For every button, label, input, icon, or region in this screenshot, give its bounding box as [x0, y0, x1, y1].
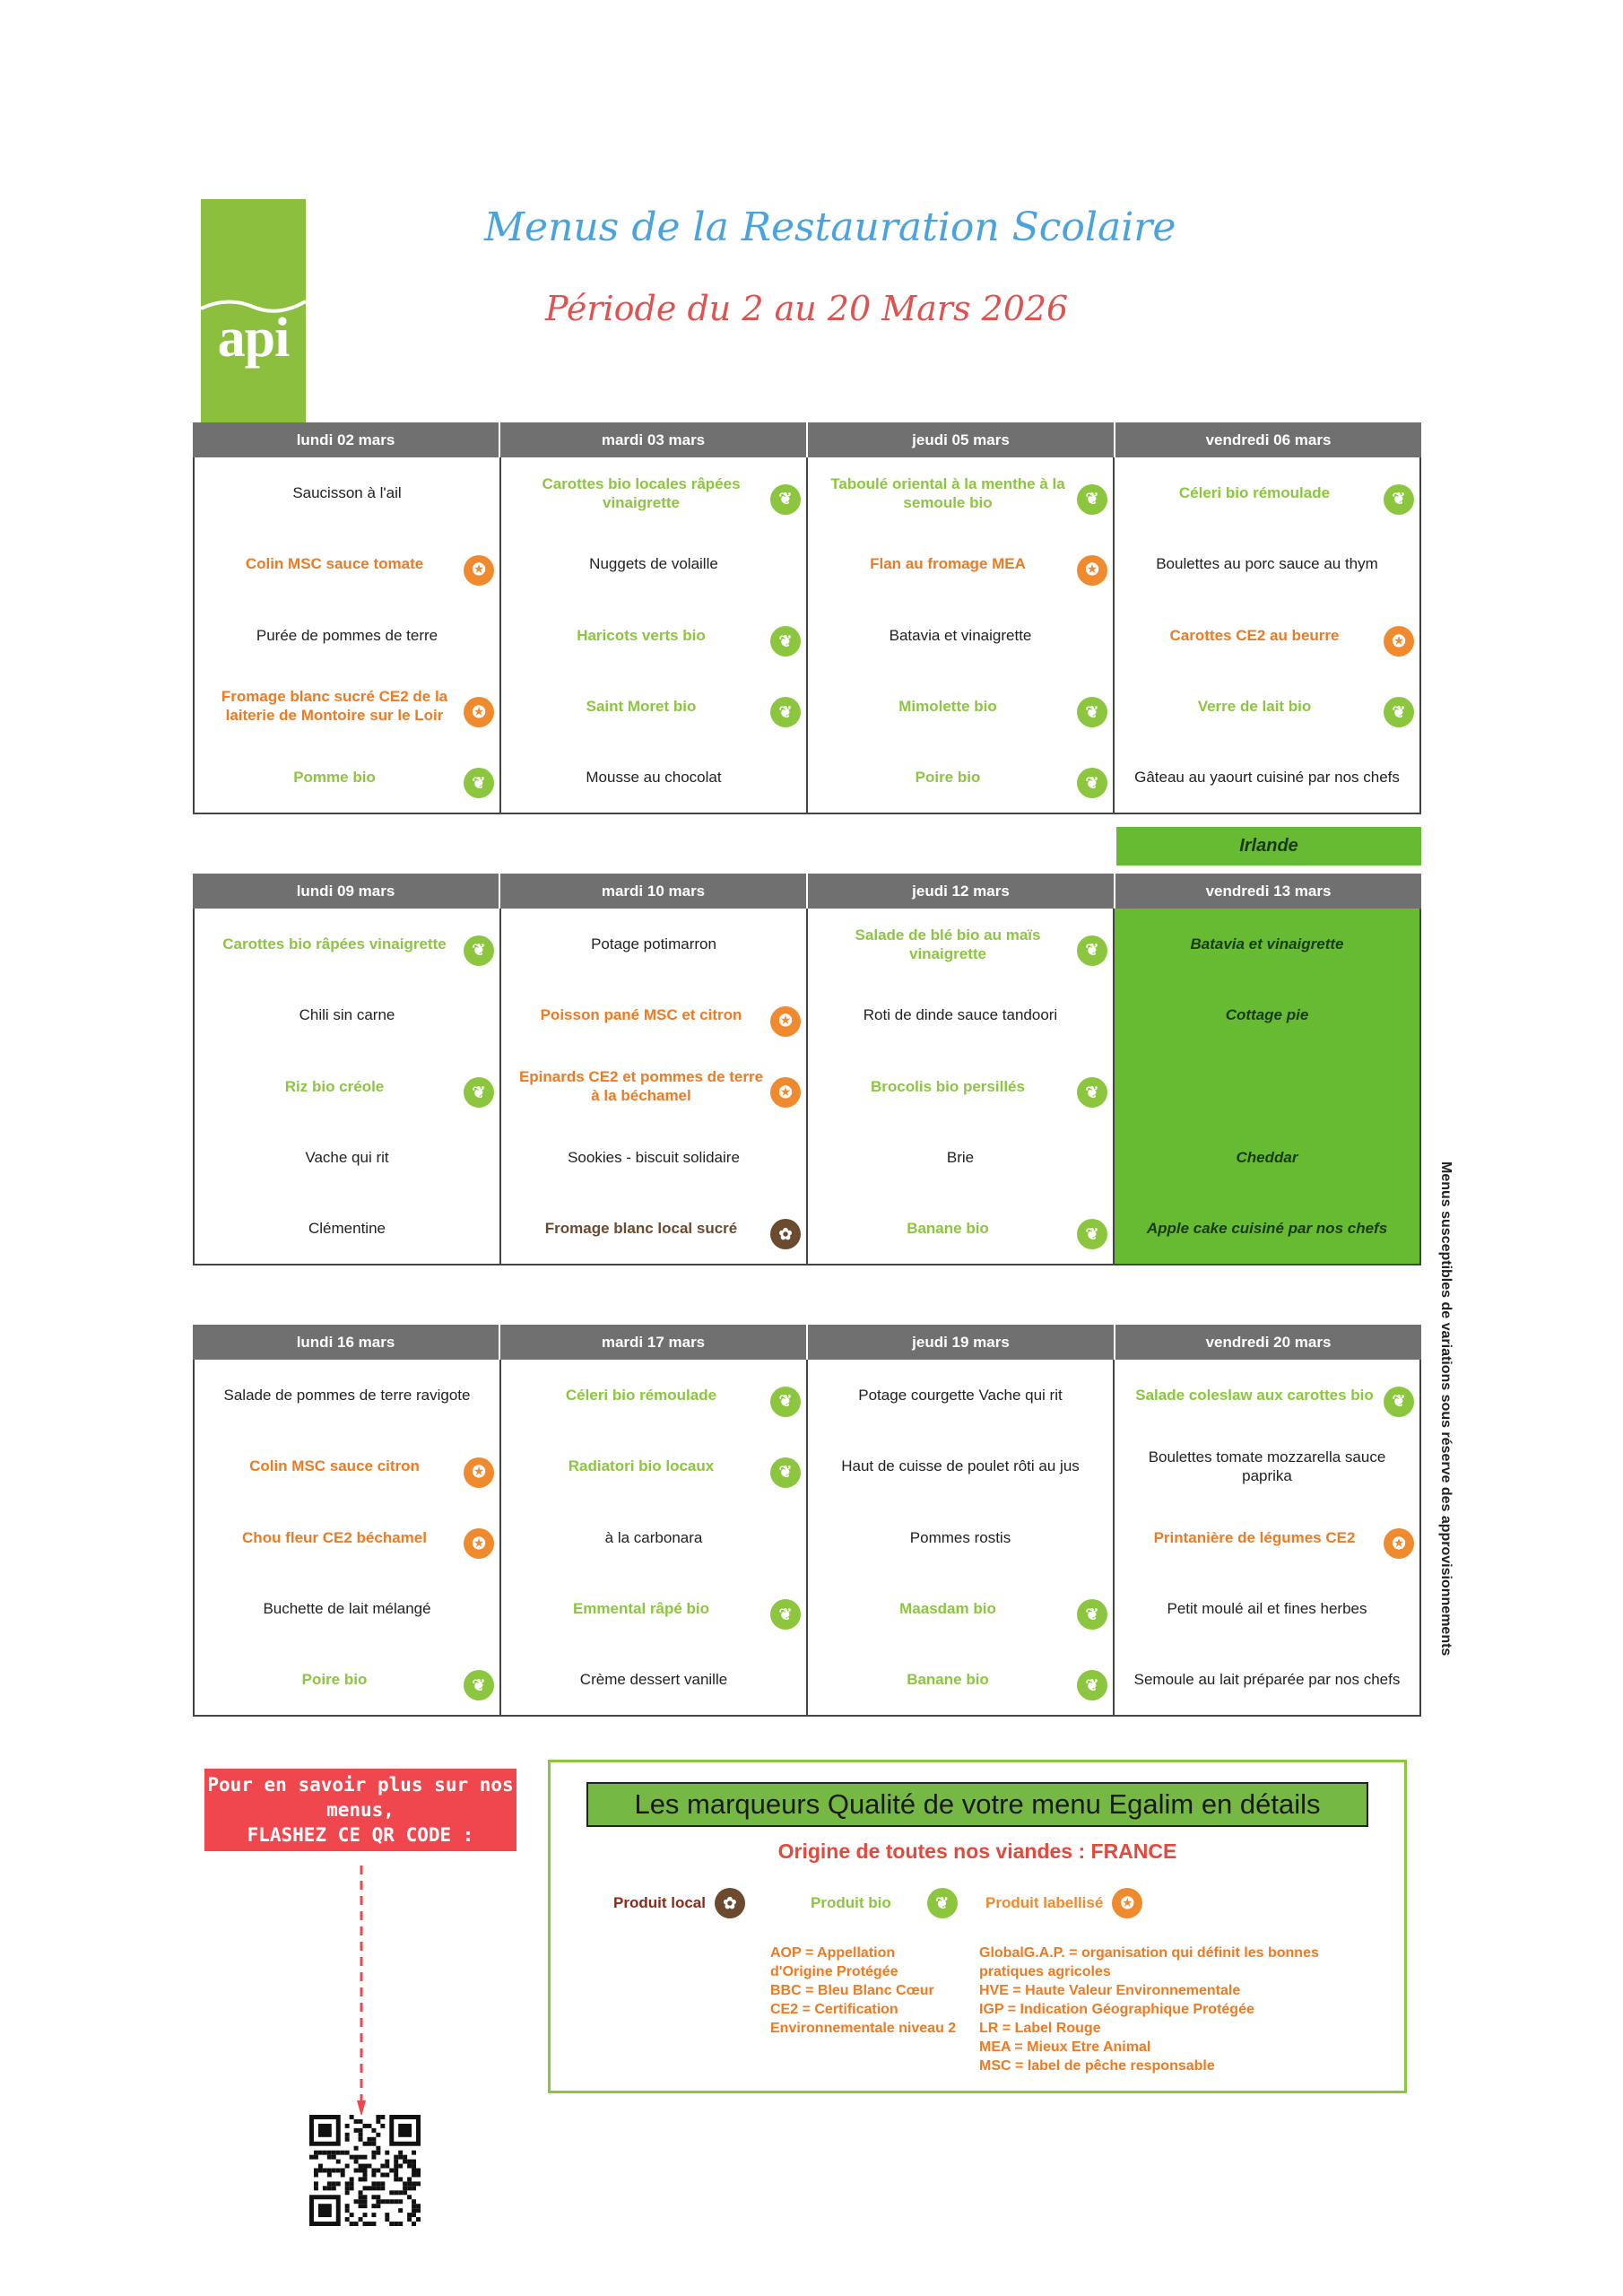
menu-item [501, 1050, 806, 1121]
menu-week [193, 1325, 1421, 1717]
quality-legend [548, 1760, 1407, 2093]
qr-code-icon[interactable] [309, 2115, 421, 2226]
day-header: lundi 02 mars [193, 422, 500, 457]
menu-item [195, 671, 499, 742]
menu-item-text: Cottage pie [1225, 1006, 1309, 1024]
menu-item-text: Vache qui rit [305, 1148, 389, 1166]
menu-week [193, 874, 1421, 1265]
menu-item-text: Salade de pommes de terre ravigote [223, 1387, 471, 1405]
page-title: Menus de la Restauration Scolaire [484, 204, 1176, 250]
legend-definition: MSC = label de pêche responsable [979, 2058, 1215, 2074]
api-logo [201, 199, 306, 430]
day-header: jeudi 05 mars [808, 422, 1115, 457]
menu-item [195, 979, 499, 1050]
menu-item [501, 1193, 806, 1264]
menu-item [501, 528, 806, 599]
menu-item-text: Céleri bio rémoulade [1178, 484, 1331, 502]
bio-leaf-icon: ❦ [770, 1599, 801, 1630]
label-rosette-icon: ✪ [770, 1006, 801, 1037]
period-subtitle: Période du 2 au 20 Mars 2026 [545, 289, 1069, 328]
menu-item [501, 457, 806, 528]
menu-item [808, 1573, 1113, 1644]
bio-leaf-icon: ❦ [464, 768, 494, 798]
menu-item-text: Apple cake cuisiné par nos chefs [1146, 1219, 1388, 1237]
menu-item-text: Riz bio créole [284, 1077, 385, 1095]
menu-item-text: Taboulé oriental à la menthe à la semoule bio [830, 474, 1065, 511]
bio-leaf-icon: ❦ [1077, 768, 1107, 798]
label-rosette-icon: ✪ [464, 1528, 494, 1559]
legend-heading: Les marqueurs Qualité de votre menu Egalim en détails [586, 1782, 1368, 1827]
labelled-product-icon: ✪ [1112, 1888, 1142, 1918]
day-header: vendredi 06 mars [1205, 431, 1332, 448]
menu-item-text: à la carbonara [604, 1528, 703, 1546]
menu-item [1115, 1122, 1419, 1193]
menu-item-text: Salade coleslaw aux carottes bio [1135, 1387, 1374, 1405]
theme-day-label: Irlande [1116, 827, 1421, 865]
menu-item-text: Clémentine [308, 1219, 386, 1237]
menu-item-text: Mousse au chocolat [586, 768, 722, 786]
menu-item [808, 599, 1113, 670]
day-column [501, 1360, 808, 1715]
qr-promo [204, 1769, 516, 1851]
menu-item [1115, 457, 1419, 528]
menu-item-text: Banane bio [907, 1219, 989, 1237]
menu-item-text: Boulettes au porc sauce au thym [1156, 555, 1378, 573]
menu-item-text: Potage potimarron [591, 935, 716, 953]
menu-item-text: Petit moulé ail et fines herbes [1167, 1599, 1367, 1617]
menu-item [808, 1050, 1113, 1121]
bio-leaf-icon: ❦ [1077, 935, 1107, 966]
menu-item-text: Potage courgette Vache qui rit [858, 1387, 1063, 1405]
bio-product-icon: ❦ [927, 1888, 958, 1918]
bio-leaf-icon: ❦ [464, 935, 494, 966]
day-column [501, 909, 808, 1264]
menu-item-text: Mimolette bio [898, 697, 997, 715]
label-rosette-icon: ✪ [1077, 555, 1107, 586]
menu-item-text: Banane bio [907, 1670, 989, 1688]
menu-item [195, 742, 499, 813]
menu-item-text: Boulettes tomate mozzarella sauce paprika [1148, 1448, 1386, 1484]
day-header: mardi 10 mars [500, 874, 808, 909]
label-rosette-icon: ✪ [1384, 626, 1414, 657]
label-rosette-icon: ✪ [770, 1077, 801, 1108]
menu-item [808, 1122, 1113, 1193]
menu-item-text: Brocolis bio persillés [871, 1077, 1025, 1095]
bio-leaf-icon: ❦ [770, 1457, 801, 1488]
menu-item-text: Sookies - biscuit solidaire [568, 1148, 740, 1166]
menu-item [195, 1360, 499, 1431]
menu-grid [193, 909, 1421, 1265]
menu-item [1115, 909, 1419, 979]
legend-origin: Origine de toutes nos viandes : FRANCE [777, 1839, 1177, 1863]
label-rosette-icon: ✪ [464, 697, 494, 727]
menu-item [1115, 1644, 1419, 1715]
menu-item [195, 457, 499, 528]
menu-item [808, 671, 1113, 742]
legend-definition: HVE = Haute Valeur Environnementale [979, 1983, 1241, 1998]
menu-item [195, 909, 499, 979]
day-header-row [193, 874, 1421, 909]
legend-definition: IGP = Indication Géographique Protégée [979, 2002, 1254, 2017]
menu-item [808, 528, 1113, 599]
day-header-row [193, 422, 1421, 457]
qr-promo-line2: menus, [326, 1799, 395, 1821]
menu-item-text: Crème dessert vanille [579, 1670, 728, 1688]
menu-item [195, 1644, 499, 1715]
day-header-row [193, 1325, 1421, 1360]
menu-item-text: Emmental râpé bio [572, 1599, 710, 1617]
menu-item-text: Salade de blé bio au maïs vinaigrette [855, 926, 1041, 962]
bio-leaf-icon: ❦ [1077, 1599, 1107, 1630]
menu-item [1115, 1501, 1419, 1572]
qr-promo-line3: FLASHEZ CE QR CODE : [247, 1824, 474, 1846]
menu-week [193, 422, 1421, 814]
menu-item-text: Radiatori bio locaux [568, 1457, 715, 1475]
menu-item-text: Carottes bio locales râpées vinaigrette [542, 474, 741, 511]
menu-item-text: Haut de cuisse de poulet rôti au jus [841, 1457, 1080, 1475]
menu-item-text: Epinards CE2 et pommes de terre à la béchamel [518, 1068, 764, 1104]
menu-item-text: Purée de pommes de terre [256, 626, 438, 644]
menu-item [501, 1360, 806, 1431]
menu-item [1115, 742, 1419, 813]
menu-item [501, 671, 806, 742]
menu-item [195, 599, 499, 670]
menu-item-text: Batavia et vinaigrette [1190, 935, 1344, 953]
menu-item [195, 1431, 499, 1501]
menu-item [808, 742, 1113, 813]
label-rosette-icon: ✪ [464, 555, 494, 586]
legend-defs-left [770, 1944, 956, 2038]
bio-leaf-icon: ❦ [1384, 1387, 1414, 1417]
menu-item-text: Saint Moret bio [586, 697, 697, 715]
day-column [808, 457, 1115, 813]
menu-item-text: Cheddar [1236, 1148, 1298, 1166]
bio-leaf-icon: ❦ [1384, 484, 1414, 515]
day-column [195, 909, 501, 1264]
bio-leaf-icon: ❦ [770, 697, 801, 727]
day-header: jeudi 12 mars [808, 874, 1115, 909]
menu-item-text: Chou fleur CE2 béchamel [242, 1528, 427, 1546]
side-note-text: Menus susceptibles de variations sous réserve des approvisionnements [1438, 1161, 1454, 1657]
legend-bio-label: Produit bio [811, 1894, 891, 1911]
menu-item [195, 1193, 499, 1264]
day-header: mardi 17 mars [500, 1325, 808, 1360]
menu-item [501, 1573, 806, 1644]
menu-item [195, 1050, 499, 1121]
menu-item-text: Fromage blanc local sucré [544, 1219, 738, 1237]
menu-item-text: Colin MSC sauce tomate [245, 555, 424, 573]
day-column [501, 457, 808, 813]
menu-item-text: Flan au fromage MEA [870, 555, 1026, 573]
menu-item [195, 528, 499, 599]
legend-definition: pratiques agricoles [979, 1964, 1111, 1979]
local-product-icon: ✿ [715, 1888, 745, 1918]
legend-definition: MEA = Mieux Etre Animal [979, 2039, 1151, 2055]
legend-definition: CE2 = Certification [770, 2002, 898, 2017]
day-column [195, 457, 501, 813]
menu-item-text: Carottes bio râpées vinaigrette [222, 935, 447, 953]
day-header: lundi 09 mars [193, 874, 500, 909]
legend-definition: AOP = Appellation [770, 1945, 896, 1961]
menu-item-text: Buchette de lait mélangé [263, 1599, 431, 1617]
menu-item [808, 979, 1113, 1050]
bio-leaf-icon: ❦ [464, 1077, 494, 1108]
menu-item-text: Semoule au lait préparée par nos chefs [1133, 1670, 1401, 1688]
qr-promo-line1: Pour en savoir plus sur nos [207, 1774, 514, 1796]
day-header: jeudi 19 mars [808, 1325, 1115, 1360]
day-column [808, 909, 1115, 1264]
bio-leaf-icon: ❦ [1077, 1219, 1107, 1249]
menu-item-text: Printanière de légumes CE2 [1153, 1528, 1356, 1546]
legend-definition: d'Origine Protégée [770, 1964, 898, 1979]
menu-item [1115, 671, 1419, 742]
menu-item-text: Poisson pané MSC et citron [540, 1006, 742, 1024]
menu-item [501, 1501, 806, 1572]
menu-item [808, 1431, 1113, 1501]
legend-label-label: Produit labellisé [985, 1894, 1104, 1911]
menu-item [1115, 1431, 1419, 1501]
menu-item [808, 1193, 1113, 1264]
menu-item [195, 1573, 499, 1644]
bio-leaf-icon: ❦ [1384, 697, 1414, 727]
menu-item [195, 1122, 499, 1193]
menu-grid [193, 457, 1421, 814]
bio-leaf-icon: ❦ [770, 484, 801, 515]
menu-item [1115, 528, 1419, 599]
logo-text: api [217, 308, 290, 369]
menu-item [501, 599, 806, 670]
menu-item-text: Gâteau au yaourt cuisiné par nos chefs [1134, 768, 1400, 786]
legend-bio [811, 1888, 958, 1918]
menu-item-text: Pomme bio [293, 768, 376, 786]
legend-definition: BBC = Bleu Blanc Cœur [770, 1983, 934, 1998]
day-header: mardi 03 mars [500, 422, 808, 457]
menu-item-text: Chili sin carne [299, 1006, 395, 1024]
bio-leaf-icon: ❦ [1077, 697, 1107, 727]
menu-item-text: Haricots verts bio [577, 626, 706, 644]
bio-leaf-icon: ❦ [770, 1387, 801, 1417]
menu-item [1115, 1193, 1419, 1264]
bio-leaf-icon: ❦ [1077, 1077, 1107, 1108]
menu-item [1115, 1573, 1419, 1644]
day-column [1115, 1360, 1419, 1715]
day-column [808, 1360, 1115, 1715]
bio-leaf-icon: ❦ [770, 626, 801, 657]
menu-item-text: Roti de dinde sauce tandoori [863, 1006, 1058, 1024]
menu-item-text: Brie [946, 1148, 975, 1166]
menu-item [501, 909, 806, 979]
menu-item [808, 457, 1113, 528]
day-header: vendredi 20 mars [1205, 1334, 1332, 1351]
legend-definition: LR = Label Rouge [979, 2021, 1101, 2036]
legend-label [985, 1888, 1142, 1918]
menu-item-text: Batavia et vinaigrette [889, 626, 1032, 644]
legend-definition: Environnementale niveau 2 [770, 2021, 957, 2036]
menu-item [1115, 979, 1419, 1050]
menu-item-text: Saucisson à l'ail [292, 484, 402, 502]
menu-item [808, 1644, 1113, 1715]
legend-local [613, 1888, 745, 1918]
menu-item [501, 1431, 806, 1501]
menu-item [501, 1644, 806, 1715]
side-note [1437, 1161, 1455, 1700]
menu-item-text: Poire bio [915, 768, 981, 786]
menu-grid [193, 1360, 1421, 1717]
qr-promo-text [204, 1769, 516, 1851]
menu-item-text: Maasdam bio [899, 1599, 996, 1617]
menu-item [501, 742, 806, 813]
day-column [1115, 457, 1419, 813]
day-column [1115, 909, 1419, 1264]
menu-item-text: Colin MSC sauce citron [249, 1457, 420, 1475]
menu-item-text: Pommes rostis [909, 1528, 1011, 1546]
day-header: vendredi 13 mars [1205, 883, 1332, 900]
menu-item [808, 1501, 1113, 1572]
menu-item-text: Nuggets de volaille [589, 555, 718, 573]
menu-item-text: Fromage blanc sucré CE2 de la laiterie de Montoire sur le Loir [221, 688, 448, 725]
menu-item [1115, 1050, 1419, 1121]
label-rosette-icon: ✪ [464, 1457, 494, 1488]
menu-item [1115, 1360, 1419, 1431]
bio-leaf-icon: ❦ [1077, 1670, 1107, 1700]
day-header: lundi 16 mars [193, 1325, 500, 1360]
legend-defs-right [979, 1944, 1319, 2075]
menu-item [501, 979, 806, 1050]
arrow-down-icon [357, 1866, 366, 2117]
menu-item-text: Carottes CE2 au beurre [1169, 626, 1340, 644]
menu-item [195, 1501, 499, 1572]
menu-item-text: Verre de lait bio [1197, 697, 1312, 715]
day-column [195, 1360, 501, 1715]
local-product-icon: ✿ [770, 1219, 801, 1249]
legend-definition: GlobalG.A.P. = organisation qui définit les bonnes [979, 1945, 1319, 1961]
menu-item-text: Céleri bio rémoulade [565, 1387, 717, 1405]
menu-item [501, 1122, 806, 1193]
menu-item [808, 909, 1113, 979]
legend-local-label: Produit local [613, 1894, 706, 1911]
menu-item [1115, 599, 1419, 670]
label-rosette-icon: ✪ [1384, 1528, 1414, 1559]
menu-item [808, 1360, 1113, 1431]
bio-leaf-icon: ❦ [1077, 484, 1107, 515]
bio-leaf-icon: ❦ [464, 1670, 494, 1700]
menu-item-text: Poire bio [301, 1670, 368, 1688]
